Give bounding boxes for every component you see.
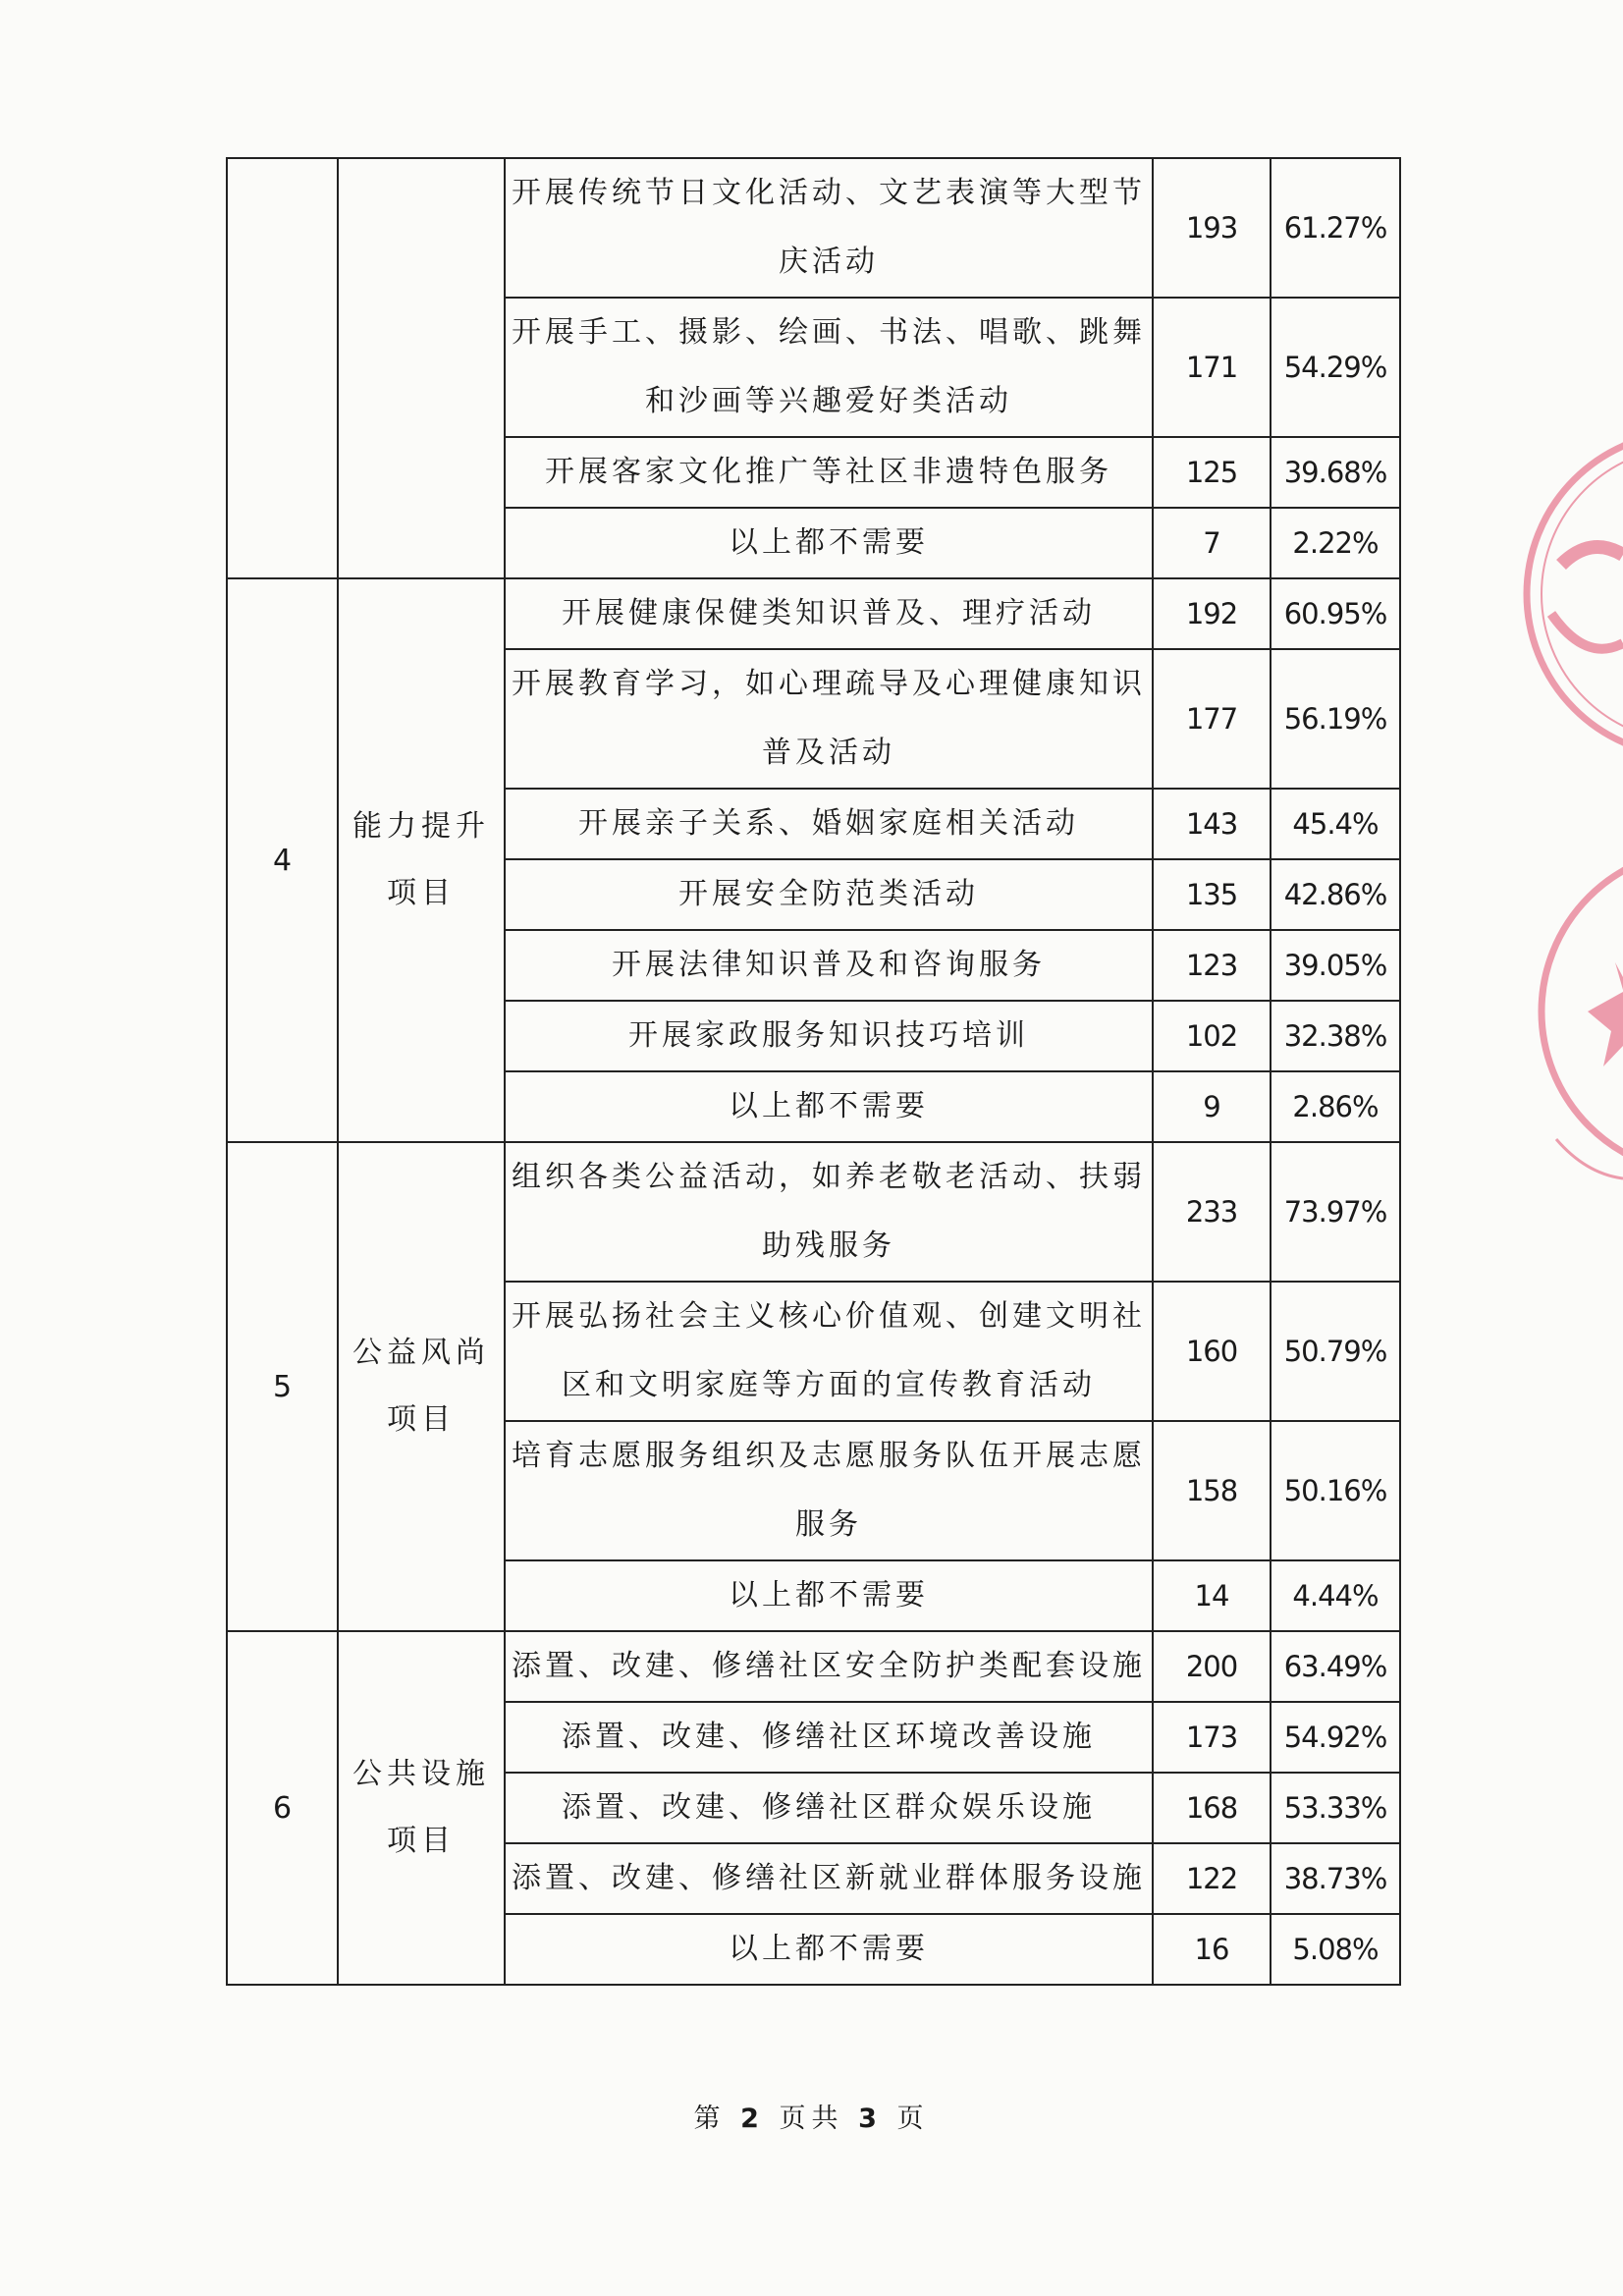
table-row	[227, 578, 1400, 649]
option-text: 开展弘扬社会主义核心价值观、创建文明社区和文明家庭等方面的宣传教育活动	[505, 1282, 1153, 1421]
category-line: 公益风尚	[352, 1336, 490, 1370]
item-category	[338, 578, 505, 1142]
option-text: 开展教育学习，如心理疏导及心理健康知识普及活动	[505, 649, 1153, 789]
page-footer	[0, 2097, 1623, 2135]
option-percent: 61.27%	[1271, 158, 1400, 298]
option-text: 开展传统节日文化活动、文艺表演等大型节庆活动	[505, 158, 1153, 298]
seal-stamp-upper	[1502, 417, 1623, 771]
option-percent: 38.73%	[1271, 1843, 1400, 1914]
table-body	[227, 158, 1400, 1985]
item-number	[227, 158, 338, 578]
item-number: 5	[227, 1142, 338, 1631]
option-percent: 73.97%	[1271, 1142, 1400, 1282]
option-percent: 32.38%	[1271, 1001, 1400, 1071]
option-count: 171	[1153, 298, 1271, 437]
table-row	[227, 1142, 1400, 1282]
option-text: 添置、改建、修缮社区安全防护类配套设施	[505, 1631, 1153, 1702]
table-row	[227, 158, 1400, 298]
option-text: 开展健康保健类知识普及、理疗活动	[505, 578, 1153, 649]
option-count: 173	[1153, 1702, 1271, 1773]
option-percent: 54.92%	[1271, 1702, 1400, 1773]
option-percent: 50.16%	[1271, 1421, 1400, 1560]
option-percent: 4.44%	[1271, 1560, 1400, 1631]
survey-table	[226, 157, 1401, 1986]
option-percent: 56.19%	[1271, 649, 1400, 789]
option-text: 以上都不需要	[505, 1071, 1153, 1142]
footer-middle: 页共	[779, 2104, 844, 2134]
option-count: 122	[1153, 1843, 1271, 1914]
option-percent: 42.86%	[1271, 859, 1400, 930]
option-text: 添置、改建、修缮社区新就业群体服务设施	[505, 1843, 1153, 1914]
footer-page-number: 2	[740, 2104, 765, 2134]
item-number: 6	[227, 1631, 338, 1985]
option-count: 177	[1153, 649, 1271, 789]
option-percent: 60.95%	[1271, 578, 1400, 649]
option-text: 开展家政服务知识技巧培训	[505, 1001, 1153, 1071]
option-percent: 2.22%	[1271, 508, 1400, 578]
option-count: 143	[1153, 789, 1271, 859]
option-text: 添置、改建、修缮社区群众娱乐设施	[505, 1773, 1153, 1843]
item-category	[338, 1142, 505, 1631]
option-count: 158	[1153, 1421, 1271, 1560]
category-line: 公共设施	[352, 1757, 490, 1791]
option-count: 193	[1153, 158, 1271, 298]
option-percent: 63.49%	[1271, 1631, 1400, 1702]
option-count: 168	[1153, 1773, 1271, 1843]
option-text: 开展手工、摄影、绘画、书法、唱歌、跳舞和沙画等兴趣爱好类活动	[505, 298, 1153, 437]
option-percent: 2.86%	[1271, 1071, 1400, 1142]
option-count: 125	[1153, 437, 1271, 508]
category-line: 项目	[387, 1824, 456, 1858]
item-category	[338, 1631, 505, 1985]
item-number: 4	[227, 578, 338, 1142]
option-count: 123	[1153, 930, 1271, 1001]
option-percent: 45.4%	[1271, 789, 1400, 859]
option-percent: 53.33%	[1271, 1773, 1400, 1843]
option-text: 培育志愿服务组织及志愿服务队伍开展志愿服务	[505, 1421, 1153, 1560]
option-count: 192	[1153, 578, 1271, 649]
option-text: 以上都不需要	[505, 1914, 1153, 1985]
option-percent: 50.79%	[1271, 1282, 1400, 1421]
option-percent: 39.05%	[1271, 930, 1400, 1001]
seal-stamp-lower	[1517, 845, 1623, 1198]
option-text: 开展安全防范类活动	[505, 859, 1153, 930]
option-percent: 5.08%	[1271, 1914, 1400, 1985]
option-count: 14	[1153, 1560, 1271, 1631]
footer-prefix: 第	[693, 2104, 727, 2134]
option-text: 开展客家文化推广等社区非遗特色服务	[505, 437, 1153, 508]
footer-total-pages: 3	[858, 2104, 883, 2134]
option-count: 7	[1153, 508, 1271, 578]
category-line: 能力提升	[352, 809, 490, 844]
option-count: 9	[1153, 1071, 1271, 1142]
option-count: 16	[1153, 1914, 1271, 1985]
item-category	[338, 158, 505, 578]
option-text: 以上都不需要	[505, 1560, 1153, 1631]
option-count: 135	[1153, 859, 1271, 930]
footer-suffix: 页	[896, 2104, 930, 2134]
option-percent: 39.68%	[1271, 437, 1400, 508]
table-row	[227, 1631, 1400, 1702]
option-text: 开展法律知识普及和咨询服务	[505, 930, 1153, 1001]
option-count: 200	[1153, 1631, 1271, 1702]
option-count: 102	[1153, 1001, 1271, 1071]
option-count: 233	[1153, 1142, 1271, 1282]
option-text: 以上都不需要	[505, 508, 1153, 578]
option-text: 组织各类公益活动，如养老敬老活动、扶弱助残服务	[505, 1142, 1153, 1282]
option-text: 开展亲子关系、婚姻家庭相关活动	[505, 789, 1153, 859]
category-line: 项目	[387, 1402, 456, 1437]
option-text: 添置、改建、修缮社区环境改善设施	[505, 1702, 1153, 1773]
category-line: 项目	[387, 876, 456, 910]
option-percent: 54.29%	[1271, 298, 1400, 437]
option-count: 160	[1153, 1282, 1271, 1421]
